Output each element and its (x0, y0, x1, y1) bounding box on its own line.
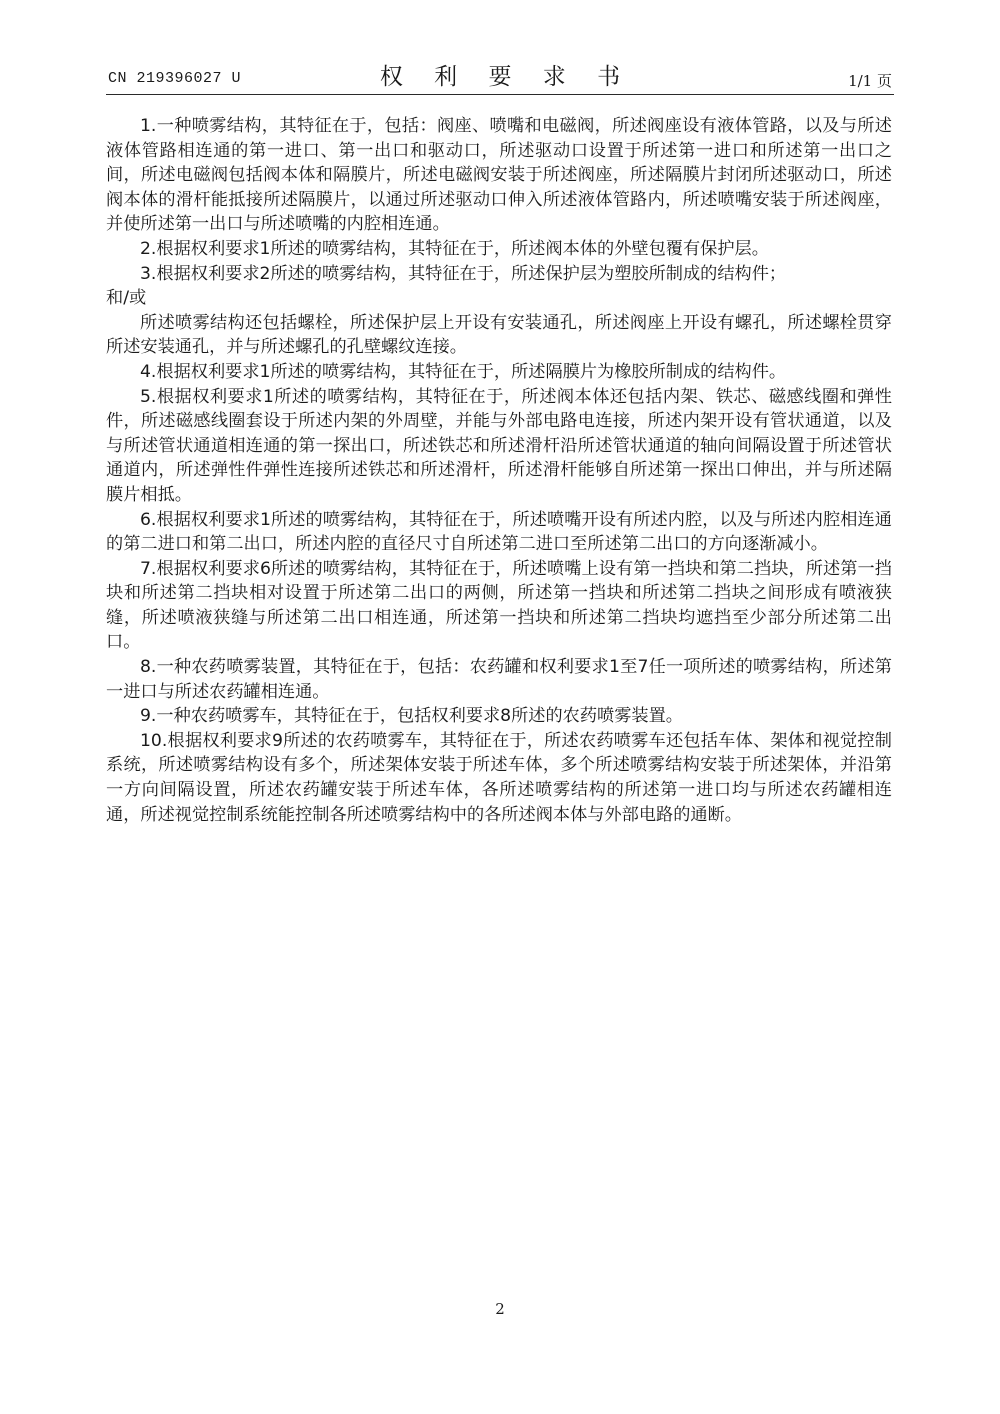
claim-3-alternative: 和/或 (106, 288, 147, 309)
claim-7: 7.根据权利要求6所述的喷雾结构，其特征在于，所述喷嘴上设有第一挡块和第二挡块，所述第一挡块和所述第二挡块相对设置于所述第二出口的两侧，所述第一挡块和所述第二挡块之间形成有喷液狭缝，所述喷液狭缝与所述第二出口相连通，所述第一挡块和所述第二挡块均遮挡至少部分所述第二出口。 (106, 558, 892, 653)
claim-1: 1.一种喷雾结构，其特征在于，包括：阀座、喷嘴和电磁阀，所述阀座设有液体管路，以及与所述液体管路相连通的第一进口、第一出口和驱动口，所述驱动口设置于所述第一进口和所述第一出口之间，所述电磁阀包括阀本体和隔膜片，所述电磁阀安装于所述阀座，所述隔膜片封闭所述驱动口，所述阀本体的滑杆能抵接所述隔膜片，以通过所述驱动口伸入所述液体管路内，所述喷嘴安装于所述阀座，并使所述第一出口与所述喷嘴的内腔相连通。 (106, 116, 892, 235)
claim-2: 2.根据权利要求1所述的喷雾结构，其特征在于，所述阀本体的外壁包覆有保护层。 (140, 238, 769, 259)
claim-9: 9.一种农药喷雾车，其特征在于，包括权利要求8所述的农药喷雾装置。 (140, 706, 683, 727)
claim-8: 8.一种农药喷雾装置，其特征在于，包括：农药罐和权利要求1至7任一项所述的喷雾结构，所述第一进口与所述农药罐相连通。 (106, 657, 892, 702)
claim-3-continuation: 所述喷雾结构还包括螺栓，所述保护层上开设有安装通孔，所述阀座上开设有螺孔，所述螺栓贯穿所述安装通孔，并与所述螺孔的孔壁螺纹连接。 (106, 312, 892, 358)
claim-3: 3.根据权利要求2所述的喷雾结构，其特征在于，所述保护层为塑胶所制成的结构件； (140, 263, 787, 284)
claim-6: 6.根据权利要求1所述的喷雾结构，其特征在于，所述喷嘴开设有所述内腔，以及与所述内腔相连通的第二进口和第二出口，所述内腔的直径尺寸自所述第二进口至所述第二出口的方向逐渐减小。 (106, 509, 892, 555)
publication-number: CN 219396027 U (108, 70, 242, 87)
page-header (106, 58, 894, 94)
claim-4: 4.根据权利要求1所述的喷雾结构，其特征在于，所述隔膜片为橡胶所制成的结构件。 (140, 361, 787, 382)
claim-10: 10.根据权利要求9所述的农药喷雾车，其特征在于，所述农药喷雾车还包括车体、架体和视觉控制系统，所述喷雾结构设有多个，所述架体安装于所述车体，多个所述喷雾结构安装于所述架体，并沿第一方向间隔设置，所述农药罐安装于所述车体，各所述喷雾结构的所述第一进口均与所述农药罐相连通，所述视觉控制系统能控制各所述喷雾结构中的各所述阀本体与外部电路的通断。 (106, 730, 892, 825)
footer-page-number: 2 (495, 1300, 505, 1318)
claim-5: 5.根据权利要求1所述的喷雾结构，其特征在于，所述阀本体还包括内架、铁芯、磁感线圈和弹性件，所述磁感线圈套设于所述内架的外周壁，并能与外部电路电连接，所述内架开设有管状通道，以及与所述管状通道相连通的第一探出口，所述铁芯和所述滑杆沿所述管状通道的轴向间隔设置于所述管状通道内，所述弹性件弹性连接所述铁芯和所述滑杆，所述滑杆能够自所述第一探出口伸出，并与所述隔膜片相抵。 (106, 386, 892, 505)
claims-body (106, 114, 892, 827)
header-divider (106, 94, 894, 95)
page-count: 1/1 页 (848, 72, 892, 90)
document-title: 权 利 要 求 书 (379, 64, 633, 90)
